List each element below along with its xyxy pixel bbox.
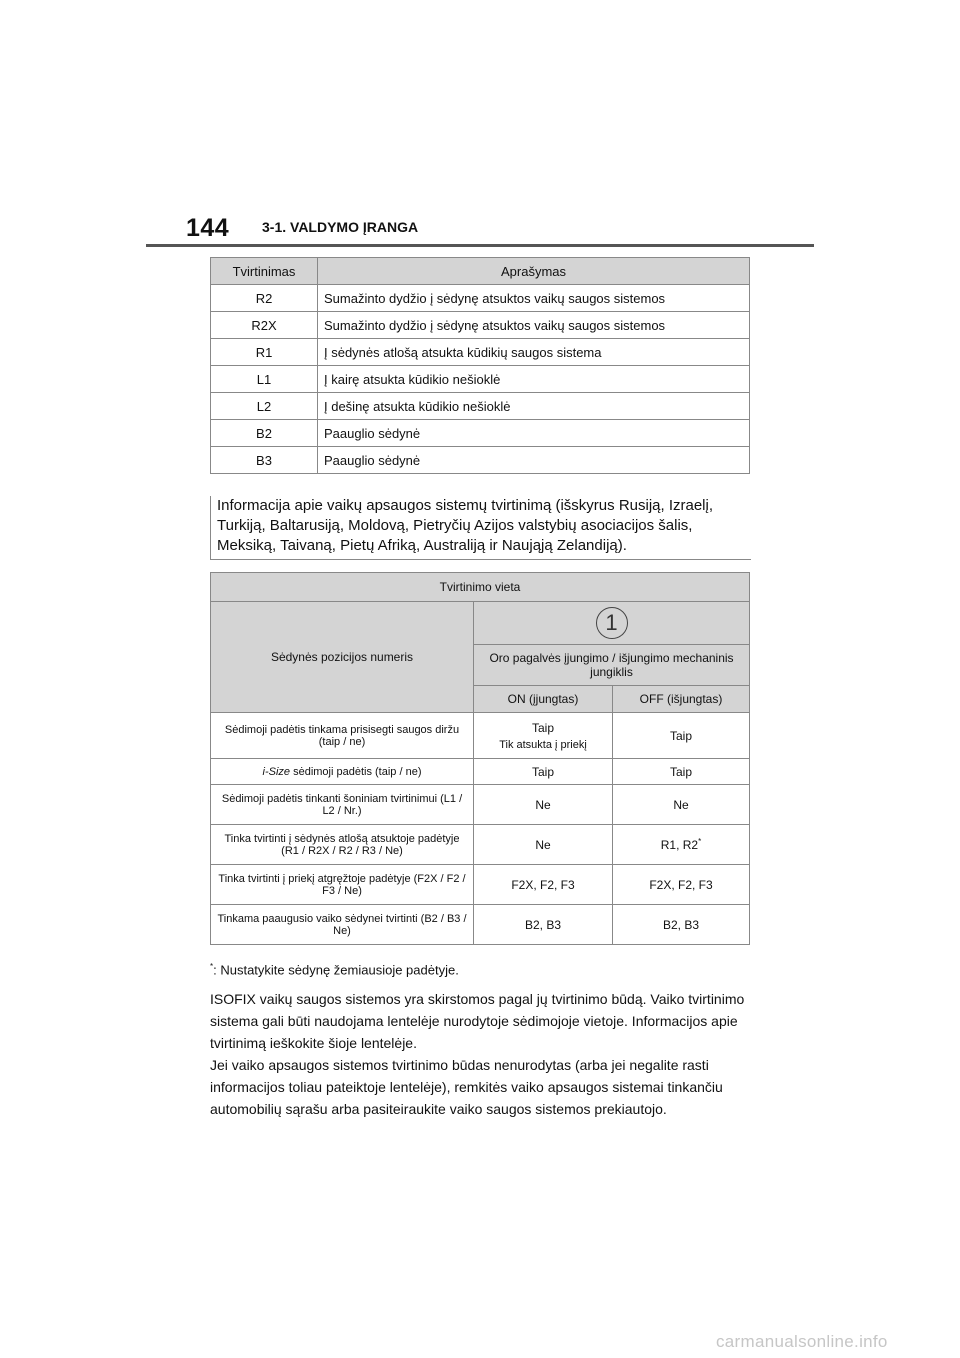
header-seat-number-cell [474, 602, 750, 645]
footnote-marker: * [698, 837, 702, 846]
cell-off-value: R1, R2 [660, 838, 699, 852]
header-mounting-location: Tvirtinimo vieta [211, 573, 750, 602]
table-row [211, 825, 750, 865]
mounting-description: Paauglio sėdynė [318, 447, 750, 474]
mounting-code: R2X [211, 312, 318, 339]
table-row [211, 393, 750, 420]
cell-on-note: Tik atsukta į priekį [499, 738, 587, 751]
cell-on: F2X, F2, F3 [474, 865, 613, 905]
cell-off: Taip [613, 759, 750, 785]
table-row [211, 785, 750, 825]
header-rule [146, 244, 814, 247]
table-row [211, 285, 750, 312]
cell-on: B2, B3 [474, 905, 613, 945]
header-mounting: Tvirtinimas [211, 258, 318, 285]
footnote-marker: * [210, 962, 214, 971]
mounting-description: Į dešinę atsukta kūdikio nešioklė [318, 393, 750, 420]
row-label: Sėdimoji padėtis tinkama prisisegti saugos diržu (taip / ne) [211, 713, 474, 759]
cell-on-value: Taip [531, 720, 554, 735]
mounting-code: B2 [211, 420, 318, 447]
row-label-rest: sėdimoji padėtis (taip / ne) [290, 765, 422, 778]
mounting-code: R1 [211, 339, 318, 366]
section-title: 3-1. VALDYMO ĮRANGA [262, 219, 419, 235]
table-row [211, 759, 750, 785]
table-row [211, 905, 750, 945]
cell-on [474, 713, 613, 759]
row-label: Tinka tvirtinti į priekį atgręžtoje padėtyje (F2X / F2 / F3 / Ne) [211, 865, 474, 905]
row-label: Tinka tvirtinti į sėdynės atlošą atsuktoje padėtyje (R1 / R2X / R2 / R3 / Ne) [211, 825, 474, 865]
paragraph: ISOFIX vaikų saugos sistemos yra skirstomos pagal jų tvirtinimo būdą. Vaiko tvirtinimo sistema gali būti naudojama lentelėje nurodytoje sėdimojoje vietoje. Informacijos apie tvirtinimą ieškokite šioje lentelėje. [210, 991, 745, 1051]
mounting-code: R2 [211, 285, 318, 312]
header-description: Aprašymas [318, 258, 750, 285]
table-header-row [211, 602, 750, 645]
cell-off [613, 825, 750, 865]
table-header-row [211, 258, 750, 285]
mounting-description: Į kairę atsukta kūdikio nešioklė [318, 366, 750, 393]
seat-number-badge: 1 [596, 607, 628, 639]
header-on: ON (įjungtas) [474, 686, 613, 713]
mounting-code: L2 [211, 393, 318, 420]
mounting-code: B3 [211, 447, 318, 474]
header-seat-position: Sėdynės pozicijos numeris [211, 602, 474, 713]
table-row [211, 447, 750, 474]
header-off: OFF (išjungtas) [613, 686, 750, 713]
cell-on: Taip [474, 759, 613, 785]
row-label: Sėdimoji padėtis tinkanti šoniniam tvirtinimui (L1 / L2 / Nr.) [211, 785, 474, 825]
footnote [210, 962, 459, 977]
seat-position-table [210, 572, 750, 945]
mounting-description: Paauglio sėdynė [318, 420, 750, 447]
table-row [211, 339, 750, 366]
footnote-text: : Nustatykite sėdynę žemiausioje padėtyje. [213, 962, 459, 978]
page-number: 144 [186, 214, 230, 242]
info-heading-box: Informacija apie vaikų apsaugos sistemų tvirtinimą (išskyrus Rusiją, Izraelį, Turkiją, Baltarusiją, Moldovą, Pietryčių Azijos valstybių asociacijos šalis, Meksiką, Taivaną, Pietų Afriką, Australiją ir Naująją Zelandiją). [210, 496, 751, 560]
body-text [210, 988, 770, 1120]
cell-on: Ne [474, 785, 613, 825]
mounting-code: L1 [211, 366, 318, 393]
cell-off: Taip [613, 713, 750, 759]
cell-off: Ne [613, 785, 750, 825]
row-label: Tinkama paaugusio vaiko sėdynei tvirtinti (B2 / B3 / Ne) [211, 905, 474, 945]
row-label [211, 759, 474, 785]
watermark: carmanualsonline.info [716, 1332, 888, 1351]
paragraph: Jei vaiko apsaugos sistemos tvirtinimo būdas nenurodytas (arba jei negalite rasti informacijos toliau pateiktoje lentelėje), remkitės vaiko apsaugos sistemai tinkančiu automobilių sąrašu arba pasiteiraukite vaiko saugos sistemos prekiautojo. [210, 1057, 723, 1117]
table-header-row [211, 573, 750, 602]
cell-off: F2X, F2, F3 [613, 865, 750, 905]
cell-off: B2, B3 [613, 905, 750, 945]
table-row [211, 865, 750, 905]
header-airbag-switch: Oro pagalvės įjungimo / išjungimo mechaninis jungiklis [474, 645, 750, 686]
mounting-description: Į sėdynės atlošą atsukta kūdikių saugos sistema [318, 339, 750, 366]
table-row [211, 420, 750, 447]
mounting-description: Sumažinto dydžio į sėdynę atsuktos vaikų saugos sistemos [318, 312, 750, 339]
mounting-description: Sumažinto dydžio į sėdynę atsuktos vaikų saugos sistemos [318, 285, 750, 312]
cell-on: Ne [474, 825, 613, 865]
table-row [211, 713, 750, 759]
isize-label: i-Size [262, 765, 291, 778]
table-row [211, 366, 750, 393]
mounting-types-table [210, 257, 750, 474]
table-row [211, 312, 750, 339]
